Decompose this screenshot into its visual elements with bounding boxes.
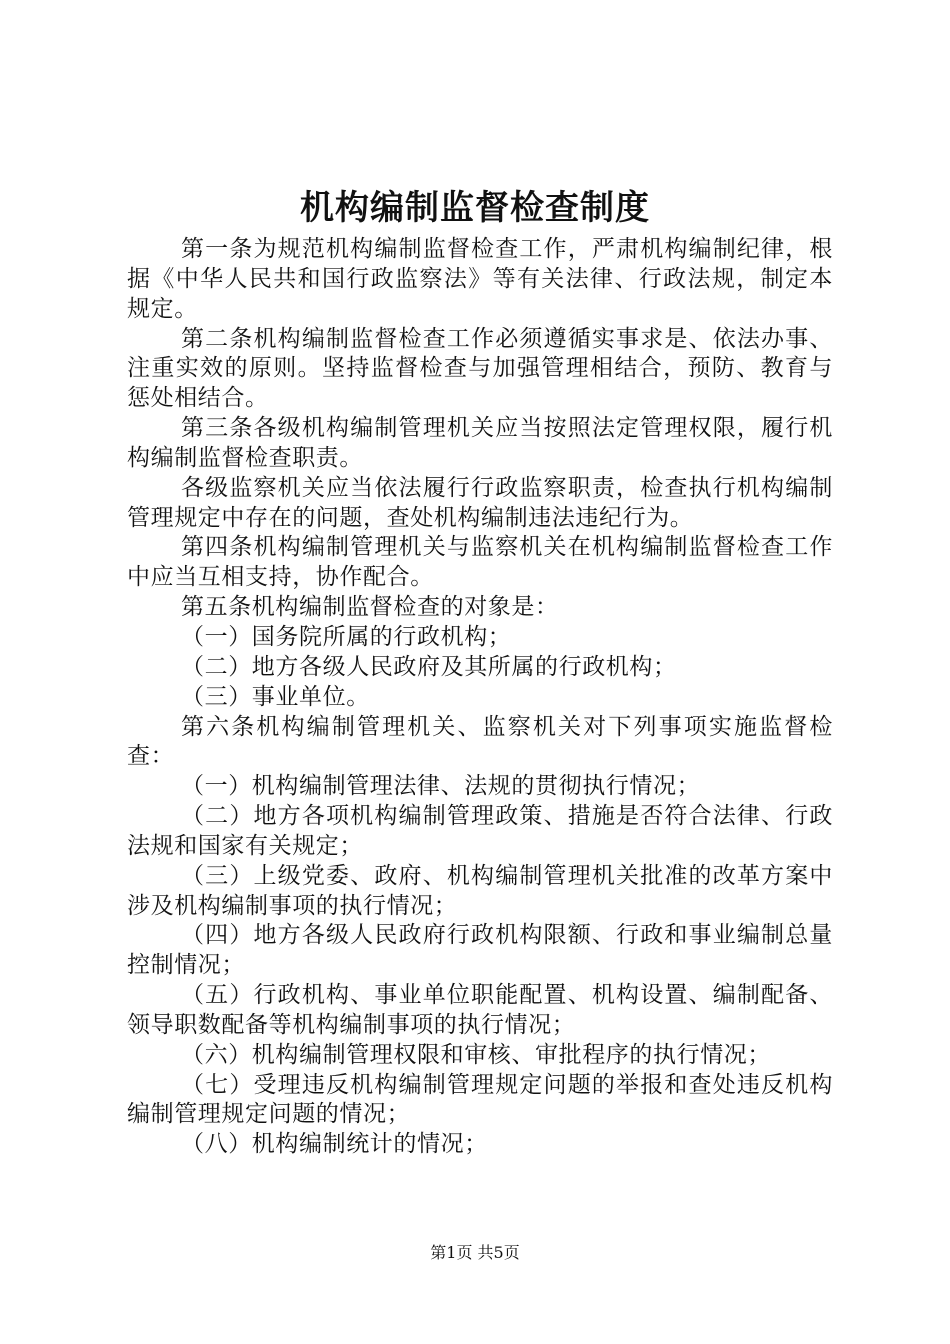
list-item-article-5-3: （三）事业单位。 — [181, 683, 370, 710]
paragraph-article-2: 第二条机构编制监督检查工作必须遵循实事求是、依法办事、注重实效的原则。坚持监督检查与加强管理相结合，预防、教育与惩处相结合。 — [127, 325, 833, 412]
paragraph-article-1: 第一条为规范机构编制监督检查工作，严肃机构编制纪律，根据《中华人民共和国行政监察法》等有关法律、行政法规，制定本规定。 — [127, 236, 833, 322]
list-item-article-5-2: （二）地方各级人民政府及其所属的行政机构； — [181, 653, 677, 680]
list-item-article-5-1: （一）国务院所属的行政机构； — [181, 623, 512, 650]
paragraph-article-6: 第六条机构编制管理机关、监察机关对下列事项实施监督检查： — [127, 713, 833, 770]
paragraph-article-3: 第三条各级机构编制管理机关应当按照法定管理权限，履行机构编制监督检查职责。 — [127, 415, 833, 471]
document-title: 机构编制监督检查制度 — [300, 188, 650, 228]
list-item-article-6-4: （四）地方各级人民政府行政机构限额、行政和事业编制总量控制情况； — [127, 922, 833, 979]
list-item-article-6-8: （八）机构编制统计的情况； — [181, 1131, 488, 1158]
document-body — [127, 235, 833, 1160]
paragraph-article-4: 第四条机构编制管理机关与监察机关在机构编制监督检查工作中应当互相支持，协作配合。 — [127, 534, 833, 591]
paragraph-article-5: 第五条机构编制监督检查的对象是： — [181, 594, 559, 621]
page-footer: 第1页 共5页 — [430, 1243, 520, 1262]
paragraph-article-3-supervision: 各级监察机关应当依法履行行政监察职责，检查执行机构编制管理规定中存在的问题，查处机构编制违法违纪行为。 — [127, 474, 833, 531]
list-item-article-6-2: （二）地方各项机构编制管理政策、措施是否符合法律、行政法规和国家有关规定； — [127, 803, 833, 859]
list-item-article-6-6: （六）机构编制管理权限和审核、审批程序的执行情况； — [181, 1041, 771, 1068]
list-item-article-6-3: （三）上级党委、政府、机构编制管理机关批准的改革方案中涉及机构编制事项的执行情况； — [127, 862, 833, 919]
list-item-article-6-7: （七）受理违反机构编制管理规定问题的举报和查处违反机构编制管理规定问题的情况； — [127, 1071, 833, 1128]
list-item-article-6-5: （五）行政机构、事业单位职能配置、机构设置、编制配备、领导职数配备等机构编制事项的执行情况； — [127, 982, 833, 1038]
list-item-article-6-1: （一）机构编制管理法律、法规的贯彻执行情况； — [181, 773, 701, 800]
